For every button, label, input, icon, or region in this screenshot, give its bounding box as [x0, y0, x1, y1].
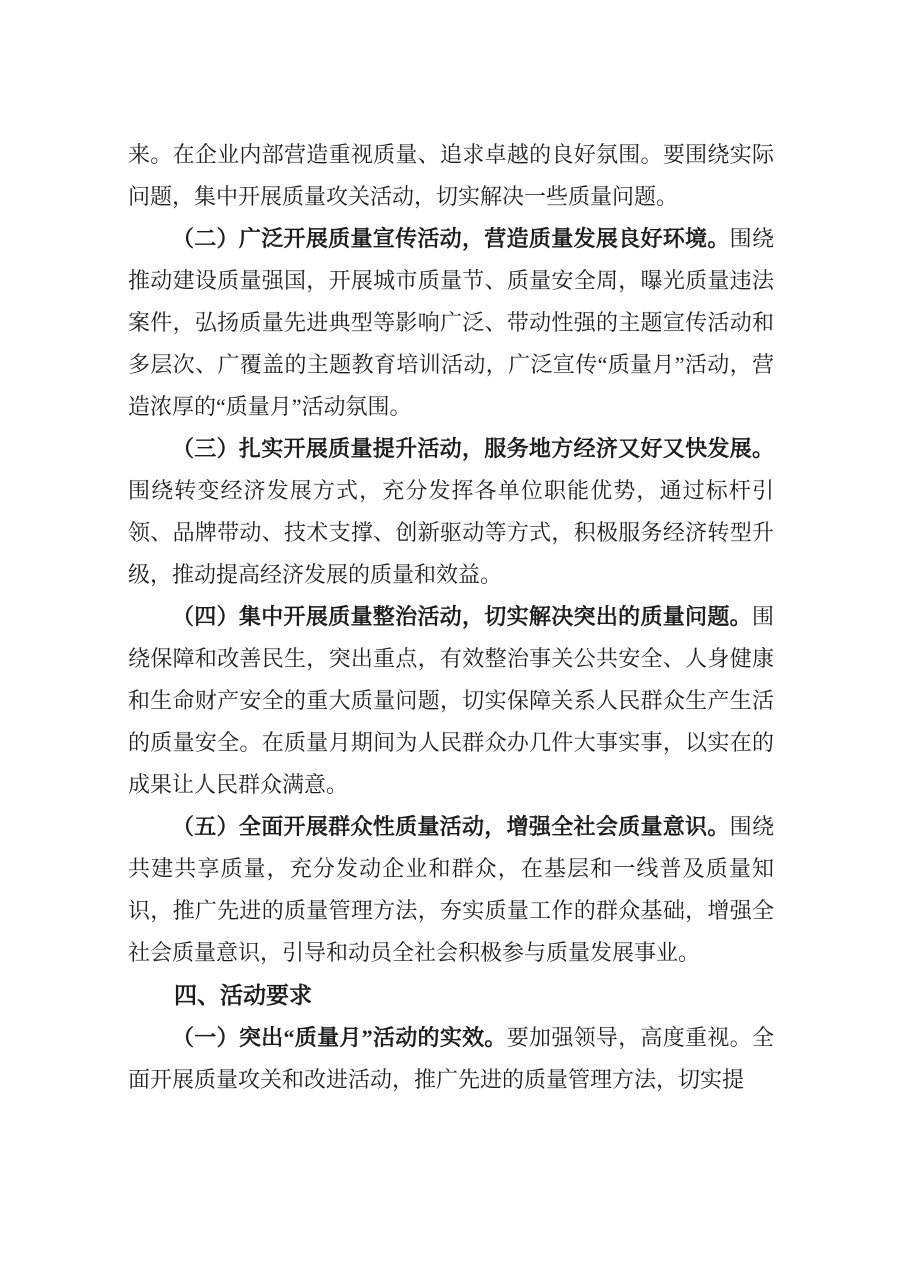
paragraph-lead: （三）扎实开展质量提升活动，服务地方经济又好又快发展。 [172, 436, 774, 461]
paragraph-text: 要加强领导，高度重视。全面开展质量攻关和改进活动，推广先进的质量管理方法，切实提 [128, 1025, 774, 1092]
paragraph-text: 围绕转变经济发展方式，充分发挥各单位职能优势，通过标杆引领、品牌带动、技术支撑、创新驱动等方式，积极服务经济转型升级，推动提高经济发展的质量和效益。 [128, 478, 774, 587]
paragraph-text: 围绕推动建设质量强国，开展城市质量节、质量安全周，曝光质量违法案件，弘扬质量先进典型等影响广泛、带动性强的主题宣传活动和多层次、广覆盖的主题教育培训活动，广泛宣传“质量月”活动，营造浓厚的“质量月”活动氛围。 [128, 226, 774, 419]
paragraph [128, 1017, 774, 1101]
paragraph [128, 218, 774, 428]
heading-text: 四、活动要求 [174, 983, 312, 1008]
section-heading [128, 974, 774, 1017]
paragraph-text: 来。在企业内部营造重视质量、追求卓越的良好氛围。要围绕实际问题，集中开展质量攻关活动，切实解决一些质量问题。 [128, 142, 774, 209]
paragraph-lead: （一）突出“质量月”活动的实效。 [172, 1025, 507, 1050]
paragraph-lead: （五）全面开展群众性质量活动，增强全社会质量意识。 [172, 814, 730, 839]
paragraph [128, 806, 774, 974]
paragraph [128, 134, 774, 218]
document-body [128, 134, 774, 1101]
paragraph-lead: （二）广泛开展质量宣传活动，营造质量发展良好环境。 [172, 226, 730, 251]
paragraph [128, 428, 774, 596]
paragraph-text: 围绕保障和改善民生，突出重点，有效整治事关公共安全、人身健康和生命财产安全的重大质量问题，切实保障关系人民群众生产生活的质量安全。在质量月期间为人民群众办几件大事实事，以实在的成果让人民群众满意。 [128, 604, 774, 797]
paragraph-text: 围绕共建共享质量，充分发动企业和群众，在基层和一线普及质量知识，推广先进的质量管理方法，夯实质量工作的群众基础，增强全社会质量意识，引导和动员全社会积极参与质量发展事业。 [128, 814, 774, 965]
paragraph [128, 596, 774, 806]
paragraph-lead: （四）集中开展质量整治活动，切实解决突出的质量问题。 [172, 604, 752, 629]
